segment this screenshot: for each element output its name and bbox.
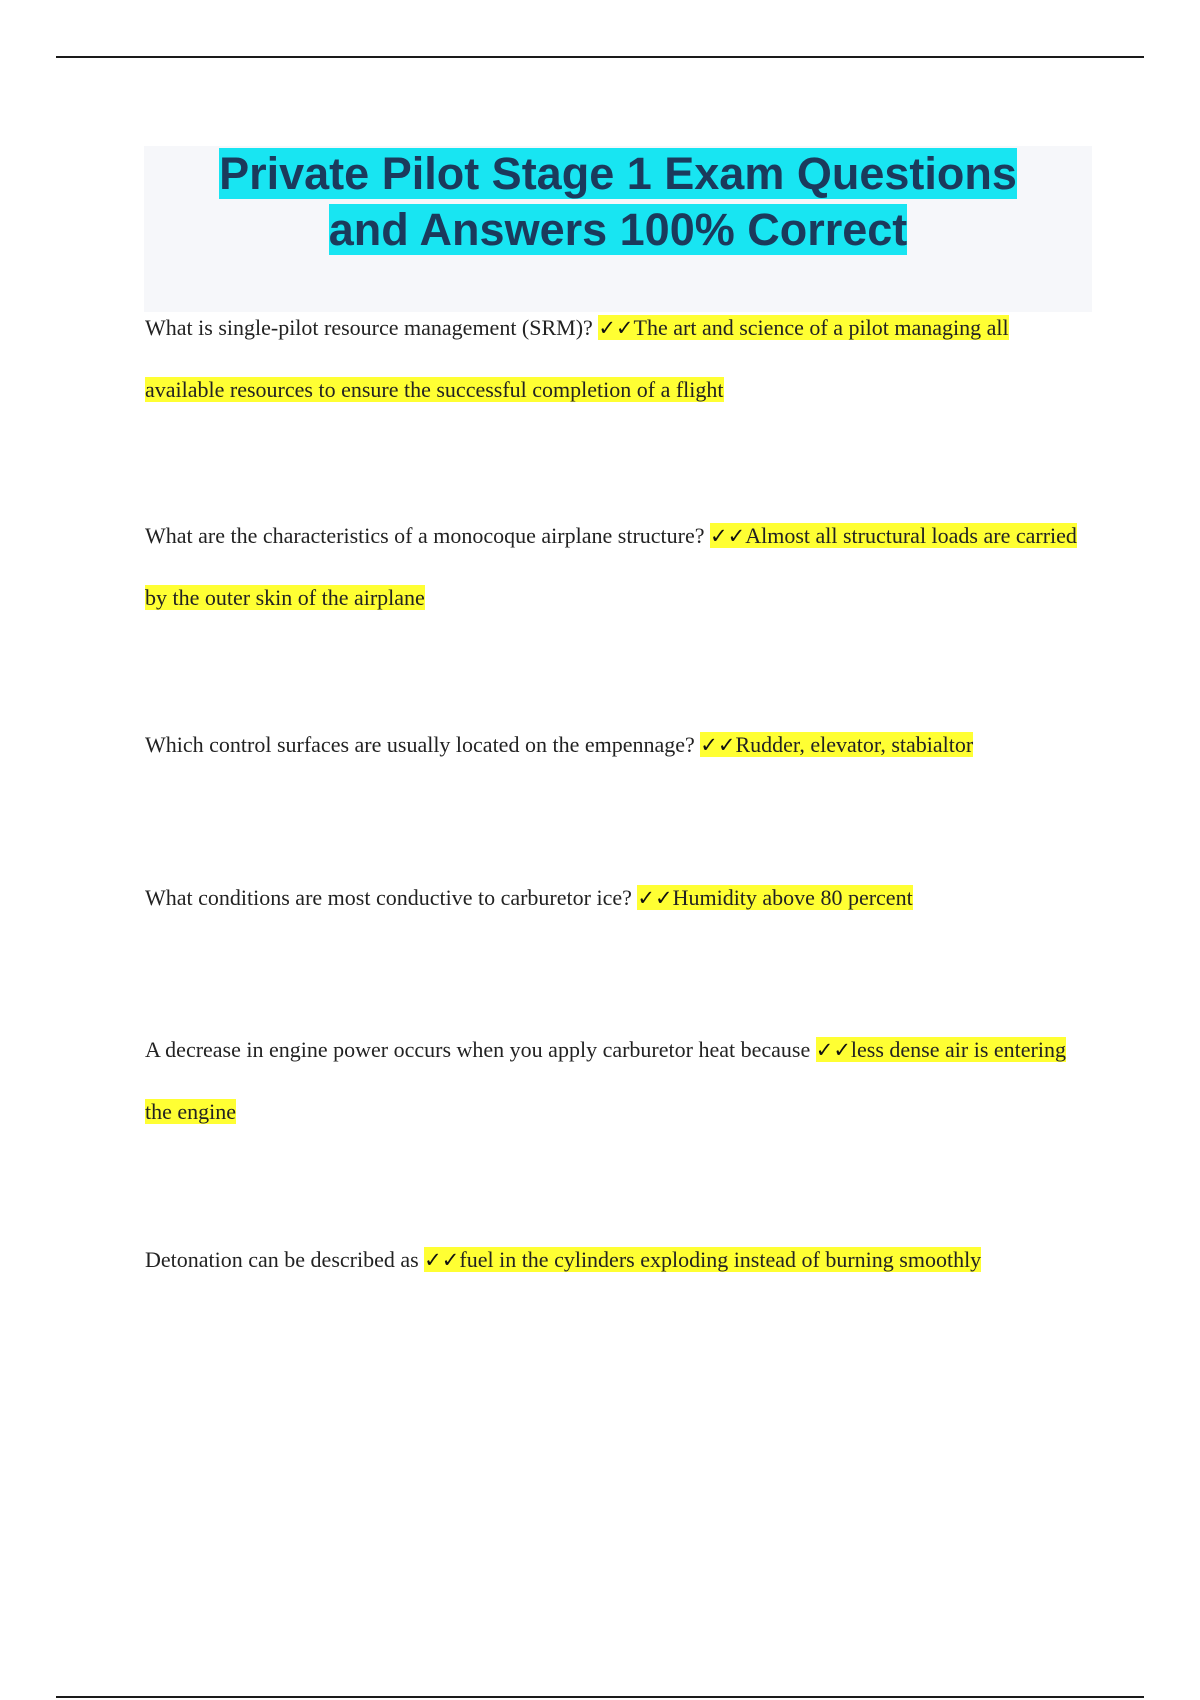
double-check-icon: ✓✓ xyxy=(710,524,746,548)
answer-value: less dense air is entering the engine xyxy=(145,1037,1066,1124)
title-banner xyxy=(144,146,1092,312)
question-text: Which control surfaces are usually located on the empennage? xyxy=(145,732,701,757)
qa-item xyxy=(145,297,1085,420)
question-text: Detonation can be described as xyxy=(145,1247,425,1272)
answer-value: fuel in the cylinders exploding instead of burning smoothly xyxy=(459,1247,982,1272)
footer-rule xyxy=(56,1696,1144,1698)
question-text: What are the characteristics of a monocoque airplane structure? xyxy=(145,523,710,548)
qa-item xyxy=(145,714,1085,776)
double-check-icon: ✓✓ xyxy=(637,886,673,910)
qa-item xyxy=(145,867,1085,929)
header-rule xyxy=(56,56,1144,58)
question-text: What is single-pilot resource management (SRM)? xyxy=(145,315,599,340)
double-check-icon: ✓✓ xyxy=(700,733,736,757)
question-text: A decrease in engine power occurs when you apply carburetor heat because xyxy=(145,1037,816,1062)
answer-text xyxy=(637,885,912,910)
answer-text xyxy=(700,732,973,757)
question-text: What conditions are most conductive to carburetor ice? xyxy=(145,885,638,910)
double-check-icon: ✓✓ xyxy=(424,1248,460,1272)
answer-value: Humidity above 80 percent xyxy=(672,885,913,910)
document-title: Private Pilot Stage 1 Exam Questions and Answers 100% Correct xyxy=(219,148,1017,255)
qa-item xyxy=(145,1019,1085,1142)
answer-value: Rudder, elevator, stabialtor xyxy=(735,732,974,757)
answer-text xyxy=(424,1247,981,1272)
answer-value: Almost all structural loads are carried by the outer skin of the airplane xyxy=(145,523,1077,610)
qa-item xyxy=(145,1229,1085,1291)
double-check-icon: ✓✓ xyxy=(815,1038,851,1062)
answer-value: The art and science of a pilot managing all available resources to ensure the successful completion of a flight xyxy=(145,315,1009,402)
qa-item xyxy=(145,505,1085,628)
double-check-icon: ✓✓ xyxy=(598,316,634,340)
